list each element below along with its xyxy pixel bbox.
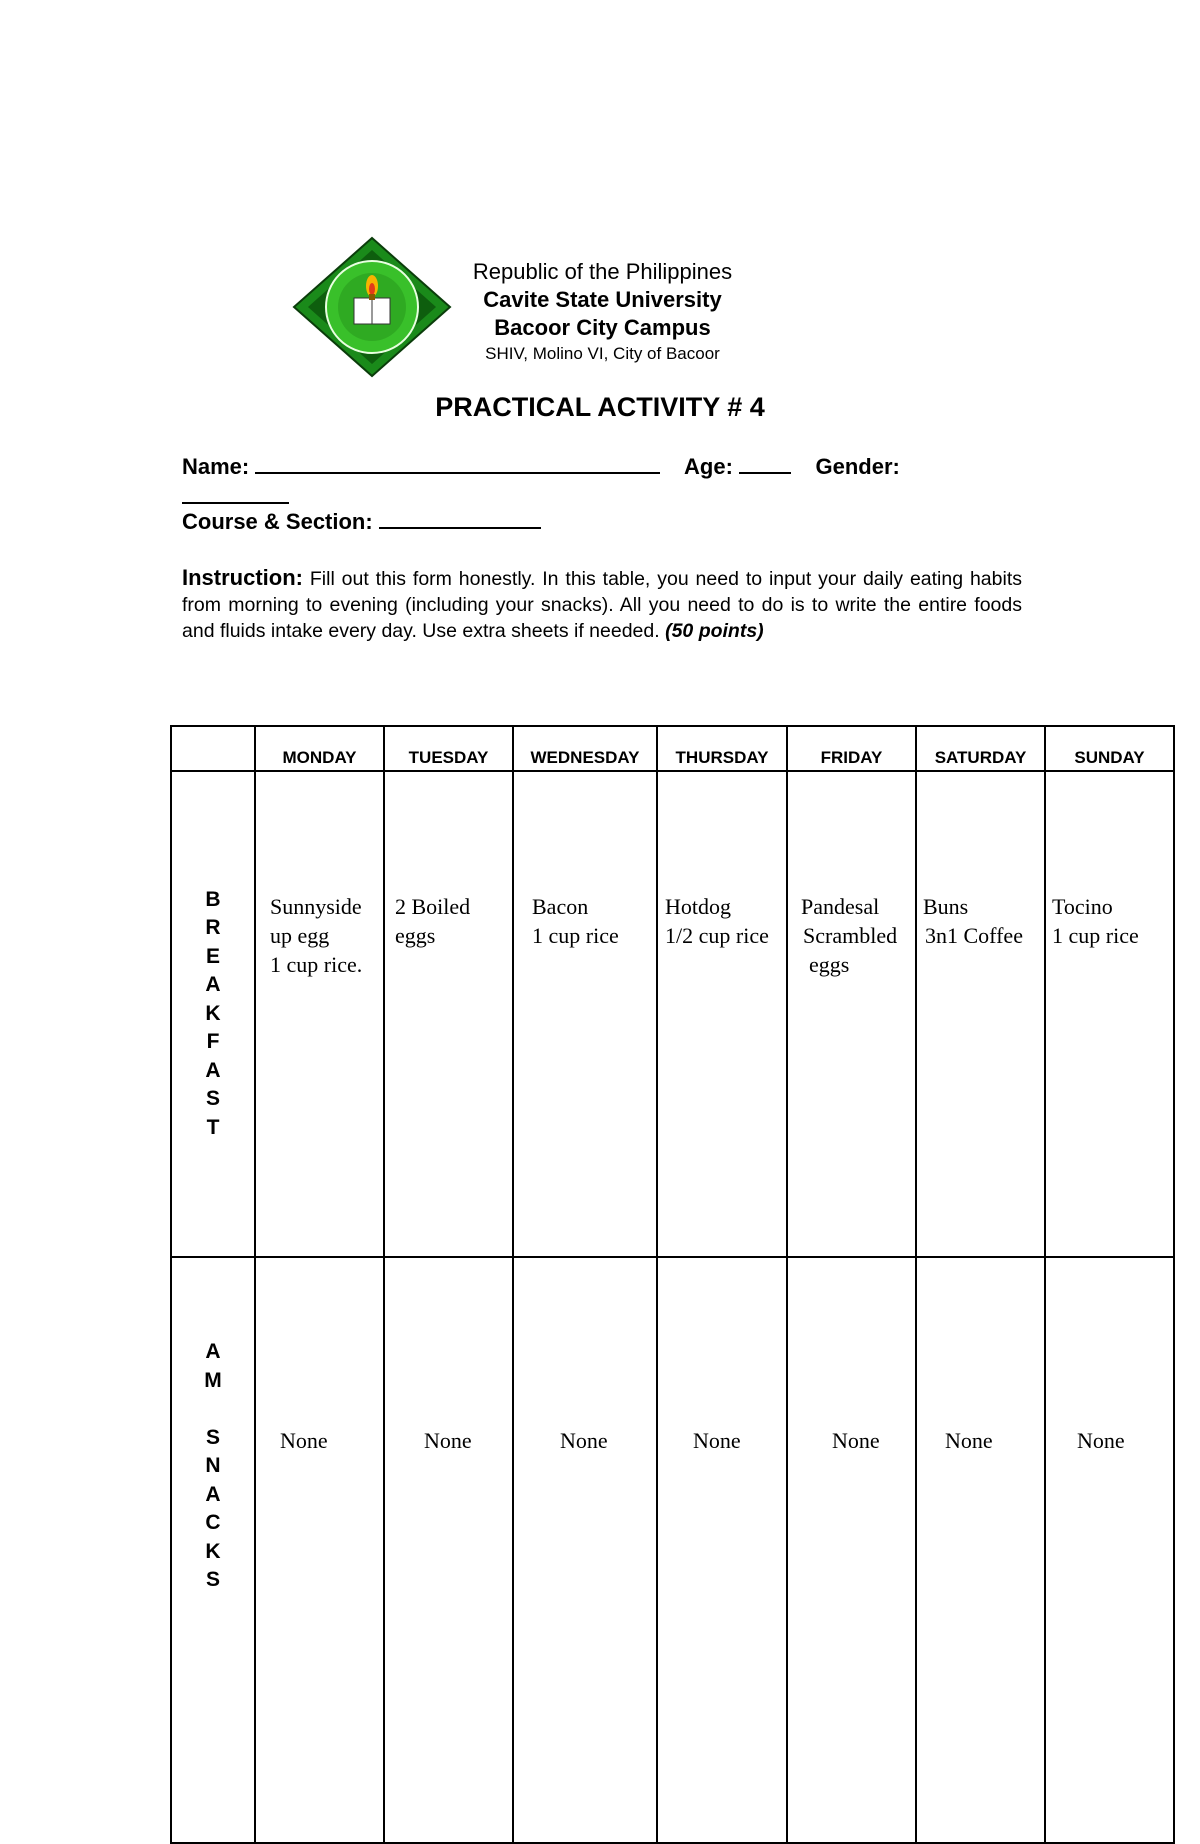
am-snacks-label <box>171 1257 255 1843</box>
gender-field[interactable] <box>182 484 289 504</box>
course-section-line <box>182 509 541 535</box>
am-snack-cell-monday[interactable] <box>255 1257 384 1843</box>
instruction-paragraph <box>182 565 1022 644</box>
label-letter: N <box>205 1454 221 1477</box>
label-letter: A <box>205 1058 221 1082</box>
breakfast-cell-tuesday[interactable] <box>384 771 513 1257</box>
am-snack-cell-saturday[interactable] <box>916 1257 1045 1843</box>
food-line: 1 cup rice <box>1052 923 1139 948</box>
university-logo <box>292 236 452 378</box>
campus-address: SHIV, Molino VI, City of Bacoor <box>485 344 720 363</box>
gender-field-continuation <box>182 484 289 510</box>
campus-name: Bacoor City Campus <box>494 315 711 340</box>
food-line: None <box>832 1428 880 1453</box>
food-line: eggs <box>395 923 436 948</box>
am-snack-cell-thursday[interactable] <box>657 1257 787 1843</box>
name-field[interactable] <box>255 454 660 474</box>
label-letter: T <box>206 1115 220 1139</box>
label-letter: K <box>205 1539 221 1563</box>
breakfast-cell-thursday[interactable] <box>657 771 787 1257</box>
label-letter: K <box>205 1001 221 1025</box>
label-letter: S <box>205 1568 220 1591</box>
breakfast-row <box>171 771 1174 1257</box>
food-line: Hotdog <box>665 894 731 919</box>
label-letter <box>172 1395 254 1424</box>
food-line: None <box>693 1428 741 1453</box>
label-letter: C <box>205 1511 221 1534</box>
label-letter: S <box>205 1425 220 1449</box>
name-age-gender-line <box>182 454 900 480</box>
food-line: None <box>280 1428 328 1453</box>
day-header: FRIDAY <box>787 726 916 771</box>
day-header: MONDAY <box>255 726 384 771</box>
day-header: SUNDAY <box>1045 726 1174 771</box>
food-line: None <box>945 1428 993 1453</box>
label-letter: B <box>205 887 221 911</box>
am-snack-cell-sunday[interactable] <box>1045 1257 1174 1843</box>
instruction-text: Fill out this form honestly. In this table, you need to input your daily eating habits from morning to evening (including your snacks). All you need to do is to write the entire foods and fluids intake every day. Use extra sheets if needed. <box>182 568 1022 642</box>
breakfast-cell-sunday[interactable] <box>1045 771 1174 1257</box>
breakfast-cell-friday[interactable] <box>787 771 916 1257</box>
am-snack-cell-tuesday[interactable] <box>384 1257 513 1843</box>
label-letter: A <box>205 973 221 997</box>
gender-label: Gender: <box>815 454 900 479</box>
am-snack-cell-wednesday[interactable] <box>513 1257 657 1843</box>
day-header: THURSDAY <box>657 726 787 771</box>
letterhead <box>430 258 775 366</box>
breakfast-cell-wednesday[interactable] <box>513 771 657 1257</box>
food-line: 1 cup rice <box>532 923 619 948</box>
food-line: Tocino <box>1052 894 1113 919</box>
food-line: None <box>1077 1428 1125 1453</box>
name-label: Name: <box>182 454 250 479</box>
breakfast-cell-monday[interactable] <box>255 771 384 1257</box>
label-letter: M <box>204 1368 222 1392</box>
page-title: PRACTICAL ACTIVITY # 4 <box>435 392 765 422</box>
day-header: SATURDAY <box>916 726 1045 771</box>
food-line: up egg <box>270 923 330 948</box>
am-snack-cell-friday[interactable] <box>787 1257 916 1843</box>
food-line: None <box>424 1428 472 1453</box>
label-letter: S <box>205 1087 220 1111</box>
am-snacks-row <box>171 1257 1174 1843</box>
food-line: Scrambled <box>803 923 898 948</box>
breakfast-label <box>171 771 255 1257</box>
label-letter: A <box>205 1482 221 1506</box>
label-letter: R <box>205 916 221 940</box>
meal-table <box>170 725 1175 1844</box>
university-name: Cavite State University <box>483 287 722 312</box>
course-label: Course & Section: <box>182 509 373 534</box>
food-line: Sunnyside <box>270 894 362 919</box>
course-section-field[interactable] <box>379 509 541 529</box>
label-letter: A <box>205 1340 221 1363</box>
food-line: None <box>560 1428 608 1453</box>
food-line: 1/2 cup rice <box>665 923 769 948</box>
food-line: 2 Boiled <box>395 894 471 919</box>
republic-text: Republic of the Philippines <box>472 259 733 284</box>
food-line: Buns <box>923 894 969 919</box>
label-letter: F <box>206 1030 220 1054</box>
age-label: Age: <box>684 454 733 479</box>
day-header: TUESDAY <box>384 726 513 771</box>
food-line: Pandesal <box>801 894 880 919</box>
day-header-row <box>171 726 1174 771</box>
breakfast-cell-saturday[interactable] <box>916 771 1045 1257</box>
age-field[interactable] <box>739 454 791 474</box>
food-line: 1 cup rice. <box>270 952 363 977</box>
day-header: WEDNESDAY <box>513 726 657 771</box>
instruction-label: Instruction: <box>182 565 303 590</box>
points-text: (50 points) <box>665 620 764 642</box>
food-line: eggs <box>809 952 850 977</box>
corner-cell <box>171 726 255 771</box>
food-line: Bacon <box>532 894 589 919</box>
label-letter: E <box>205 944 220 968</box>
food-line: 3n1 Coffee <box>925 923 1023 948</box>
